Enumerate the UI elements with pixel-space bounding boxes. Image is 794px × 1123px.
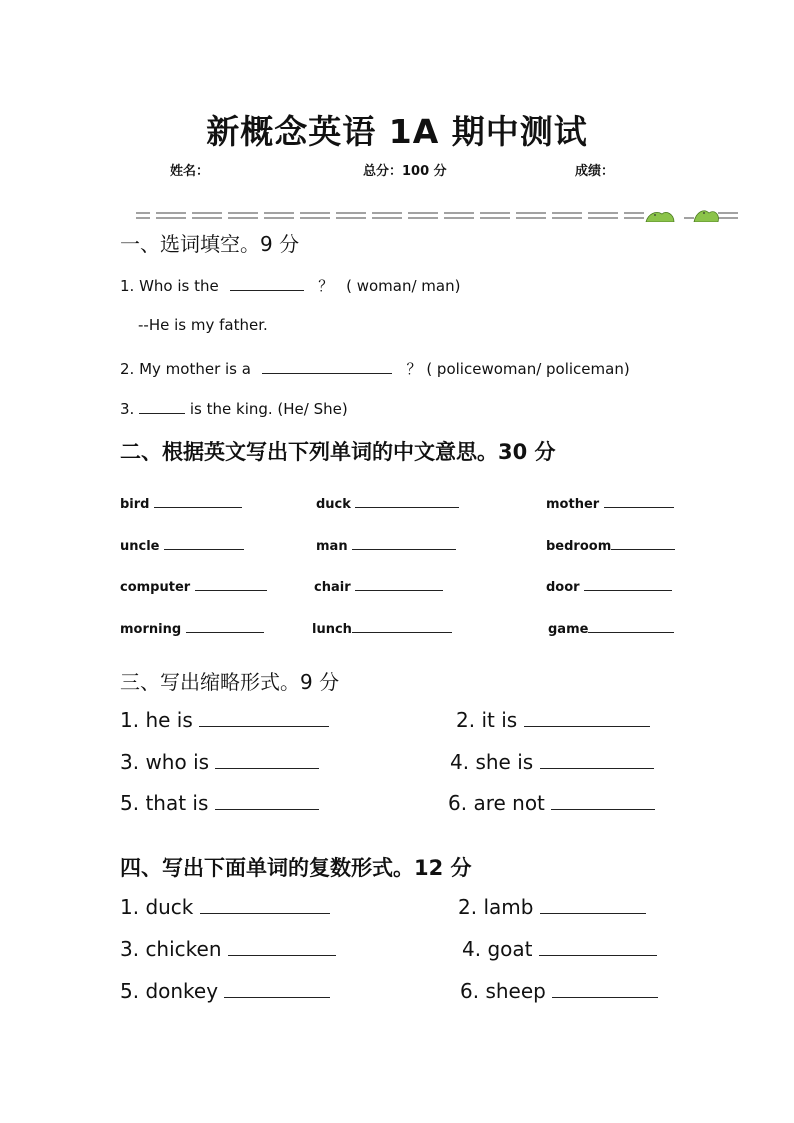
vocab-item xyxy=(316,495,459,512)
contraction-prompt: 5. that is xyxy=(120,791,209,815)
contraction-item xyxy=(120,750,319,774)
score-label: 成绩： xyxy=(575,164,615,179)
contraction-prompt: 1. he is xyxy=(120,708,193,732)
contraction-prompt: 3. who is xyxy=(120,750,210,774)
question-3-text: is the king. (He/ She) xyxy=(189,400,348,418)
answer-blank[interactable] xyxy=(195,578,267,591)
contraction-prompt: 2. it is xyxy=(456,708,518,732)
answer-blank[interactable] xyxy=(540,750,654,769)
plural-prompt: 5. donkey xyxy=(120,979,219,1003)
section3-heading: 三、写出缩略形式。9 分 xyxy=(120,670,340,694)
answer-blank[interactable] xyxy=(355,578,443,591)
plural-prompt: 2. lamb xyxy=(458,895,534,919)
plural-item xyxy=(460,979,658,1003)
answer-blank[interactable] xyxy=(224,979,330,998)
plural-prompt: 3. chicken xyxy=(120,937,222,961)
vocab-word: computer xyxy=(120,580,191,595)
contraction-item xyxy=(120,708,329,732)
total-score-label: 总分：100 分 xyxy=(363,164,447,179)
vocab-item xyxy=(316,537,456,554)
vocab-item xyxy=(120,495,242,512)
answer-blank[interactable] xyxy=(352,620,452,633)
plural-item xyxy=(120,937,336,961)
question-mark: ？ xyxy=(318,277,334,295)
answer-blank[interactable] xyxy=(200,895,330,914)
decorative-border xyxy=(134,208,740,222)
question-2-text: 2. My mother is a xyxy=(120,360,251,378)
vocab-item xyxy=(120,620,264,637)
vocab-word: bedroom xyxy=(546,539,612,554)
contraction-item xyxy=(450,750,654,774)
vocab-item xyxy=(314,578,443,595)
answer-blank[interactable] xyxy=(228,937,336,956)
answer-blank[interactable] xyxy=(540,895,646,914)
answer-blank[interactable] xyxy=(584,578,672,591)
answer-blank[interactable] xyxy=(539,937,657,956)
answer-blank[interactable] xyxy=(551,791,655,810)
vocab-word: man xyxy=(316,539,348,554)
plural-item xyxy=(120,895,330,919)
question-3 xyxy=(120,399,348,418)
vocab-word: mother xyxy=(546,497,600,512)
answer-blank[interactable] xyxy=(611,537,675,550)
vocab-item xyxy=(120,578,267,595)
section2-heading: 二、根据英文写出下列单词的中文意思。30 分 xyxy=(120,440,556,464)
answer-blank[interactable] xyxy=(230,276,304,291)
section4-heading: 四、写出下面单词的复数形式。12 分 xyxy=(120,856,472,880)
answer-blank[interactable] xyxy=(604,495,674,508)
vocab-word: bird xyxy=(120,497,150,512)
question-2 xyxy=(120,358,630,379)
answer-blank[interactable] xyxy=(139,399,185,414)
contraction-prompt: 4. she is xyxy=(450,750,534,774)
question-1-text: 1. Who is the xyxy=(120,277,219,295)
plural-prompt: 6. sheep xyxy=(460,979,546,1003)
question-1-answer: --He is my father. xyxy=(138,316,268,334)
question-1-options: ( woman/ man) xyxy=(346,277,461,295)
vocab-item xyxy=(312,620,452,637)
question-3-number: 3. xyxy=(120,400,135,418)
vocab-item xyxy=(548,620,674,637)
plural-prompt: 4. goat xyxy=(462,937,533,961)
vocab-word: morning xyxy=(120,622,182,637)
answer-blank[interactable] xyxy=(588,620,674,633)
answer-blank[interactable] xyxy=(262,359,392,374)
plural-item xyxy=(458,895,646,919)
answer-blank[interactable] xyxy=(352,537,456,550)
vocab-item xyxy=(546,537,675,554)
plural-item xyxy=(120,979,330,1003)
vocab-word: duck xyxy=(316,497,351,512)
question-1 xyxy=(120,275,460,296)
answer-blank[interactable] xyxy=(215,750,319,769)
plural-prompt: 1. duck xyxy=(120,895,194,919)
question-2-options: ( policewoman/ policeman) xyxy=(426,360,630,378)
vocab-item xyxy=(546,495,674,512)
answer-blank[interactable] xyxy=(524,708,650,727)
vocab-item xyxy=(120,537,244,554)
vocab-word: chair xyxy=(314,580,351,595)
vocab-word: uncle xyxy=(120,539,160,554)
answer-blank[interactable] xyxy=(215,791,319,810)
vocab-word: door xyxy=(546,580,580,595)
vocab-word: game xyxy=(548,622,589,637)
plural-item xyxy=(462,937,657,961)
question-mark: ？ xyxy=(406,360,422,378)
answer-blank[interactable] xyxy=(154,495,242,508)
answer-blank[interactable] xyxy=(164,537,244,550)
answer-blank[interactable] xyxy=(199,708,329,727)
answer-blank[interactable] xyxy=(552,979,658,998)
contraction-item xyxy=(120,791,319,815)
contraction-item xyxy=(456,708,650,732)
name-label: 姓名： xyxy=(170,164,210,179)
section1-heading: 一、选词填空。9 分 xyxy=(120,232,300,256)
contraction-prompt: 6. are not xyxy=(448,791,545,815)
page-title: 新概念英语 1A 期中测试 xyxy=(206,112,588,151)
contraction-item xyxy=(448,791,655,815)
vocab-item xyxy=(546,578,672,595)
vocab-word: lunch xyxy=(312,622,352,637)
answer-blank[interactable] xyxy=(355,495,459,508)
answer-blank[interactable] xyxy=(186,620,264,633)
